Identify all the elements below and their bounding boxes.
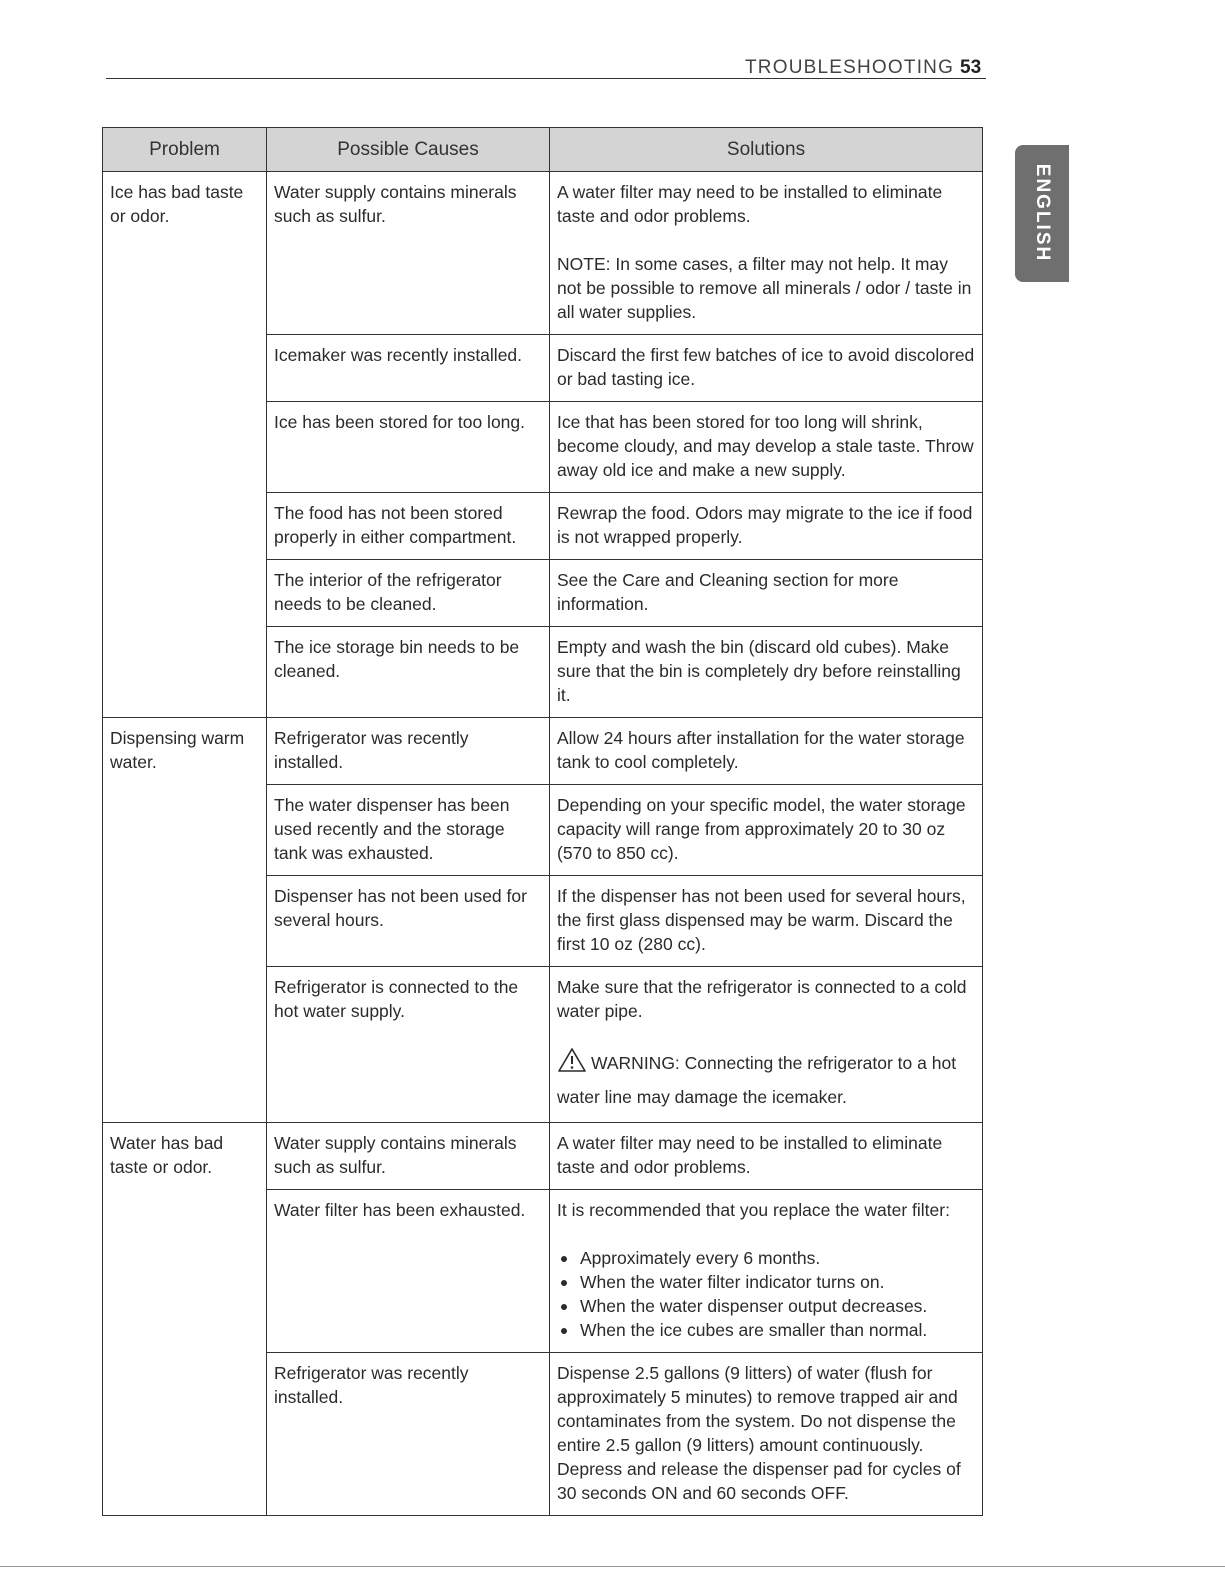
cause-cell: Water supply contains minerals such as sulfur. [267,172,550,335]
solution-cell: Ice that has been stored for too long will shrink, become cloudy, and may develop a stale taste. Throw away old ice and make a new supply. [550,402,983,493]
list-item: Approximately every 6 months. [557,1246,975,1270]
cause-cell: Dispenser has not been used for several hours. [267,876,550,967]
solution-cell: Discard the first few batches of ice to avoid discolored or bad tasting ice. [550,335,983,402]
solution-cell [550,172,983,335]
list-item: When the water dispenser output decreases. [557,1294,975,1318]
cause-cell: Refrigerator was recently installed. [267,1353,550,1516]
problem-cell: Dispensing warm water. [103,718,267,1123]
solution-text: A water filter may need to be installed to eliminate taste and odor problems. [557,182,943,226]
bottom-rule [0,1566,1225,1567]
solution-note: NOTE: In some cases, a filter may not help. It may not be possible to remove all minerals / odor / taste in all water supplies. [557,254,972,322]
solution-cell: Empty and wash the bin (discard old cubes). Make sure that the bin is completely dry before reinstalling it. [550,627,983,718]
warning-triangle-icon [557,1047,587,1082]
solution-text: Make sure that the refrigerator is connected to a cold water pipe. [557,977,967,1021]
page-number: 53 [960,57,982,78]
solution-cell: Depending on your specific model, the water storage capacity will range from approximately 20 to 30 oz (570 to 850 cc). [550,785,983,876]
solution-cell: Dispense 2.5 gallons (9 litters) of water (flush for approximately 5 minutes) to remove trapped air and contaminates from the system. Do not dispense the entire 2.5 gallon (9 litters) amount continuously. Depress and release the dispenser pad for cycles of 30 seconds ON and 60 seconds OFF. [550,1353,983,1516]
cause-cell: Water filter has been exhausted. [267,1190,550,1353]
solution-cell: Allow 24 hours after installation for the water storage tank to cool completely. [550,718,983,785]
bullet-list [557,1246,975,1342]
language-side-tab [1015,145,1069,282]
solution-cell: A water filter may need to be installed to eliminate taste and odor problems. [550,1123,983,1190]
cause-cell: The interior of the refrigerator needs to be cleaned. [267,560,550,627]
table-row [103,718,983,785]
header-solutions: Solutions [550,128,983,172]
cause-cell: The water dispenser has been used recently and the storage tank was exhausted. [267,785,550,876]
header-problem: Problem [103,128,267,172]
solution-cell [550,967,983,1123]
cause-cell: Ice has been stored for too long. [267,402,550,493]
cause-cell: Icemaker was recently installed. [267,335,550,402]
problem-cell: Ice has bad taste or odor. [103,172,267,718]
cause-cell: Refrigerator was recently installed. [267,718,550,785]
solution-cell: See the Care and Cleaning section for more information. [550,560,983,627]
header-causes: Possible Causes [267,128,550,172]
table-header-row [103,128,983,172]
troubleshooting-table [102,127,983,1516]
list-item: When the ice cubes are smaller than normal. [557,1318,975,1342]
table-row [103,1123,983,1190]
list-item: When the water filter indicator turns on. [557,1270,975,1294]
solution-cell: If the dispenser has not been used for several hours, the first glass dispensed may be warm. Discard the first 10 oz (280 cc). [550,876,983,967]
solution-text: It is recommended that you replace the water filter: [557,1200,950,1220]
side-tab-label: ENGLISH [1032,163,1053,263]
cause-cell: The food has not been stored properly in either compartment. [267,493,550,560]
solution-cell [550,1190,983,1353]
section-title: TROUBLESHOOTING [745,57,955,78]
table-row [103,172,983,335]
cause-cell: Water supply contains minerals such as sulfur. [267,1123,550,1190]
warning-text: WARNING: Connecting the refrigerator to a hot water line may damage the icemaker. [557,1053,957,1107]
problem-cell: Water has bad taste or odor. [103,1123,267,1516]
solution-cell: Rewrap the food. Odors may migrate to the ice if food is not wrapped properly. [550,493,983,560]
cause-cell: The ice storage bin needs to be cleaned. [267,627,550,718]
cause-cell: Refrigerator is connected to the hot water supply. [267,967,550,1123]
warning-note [557,1047,975,1112]
